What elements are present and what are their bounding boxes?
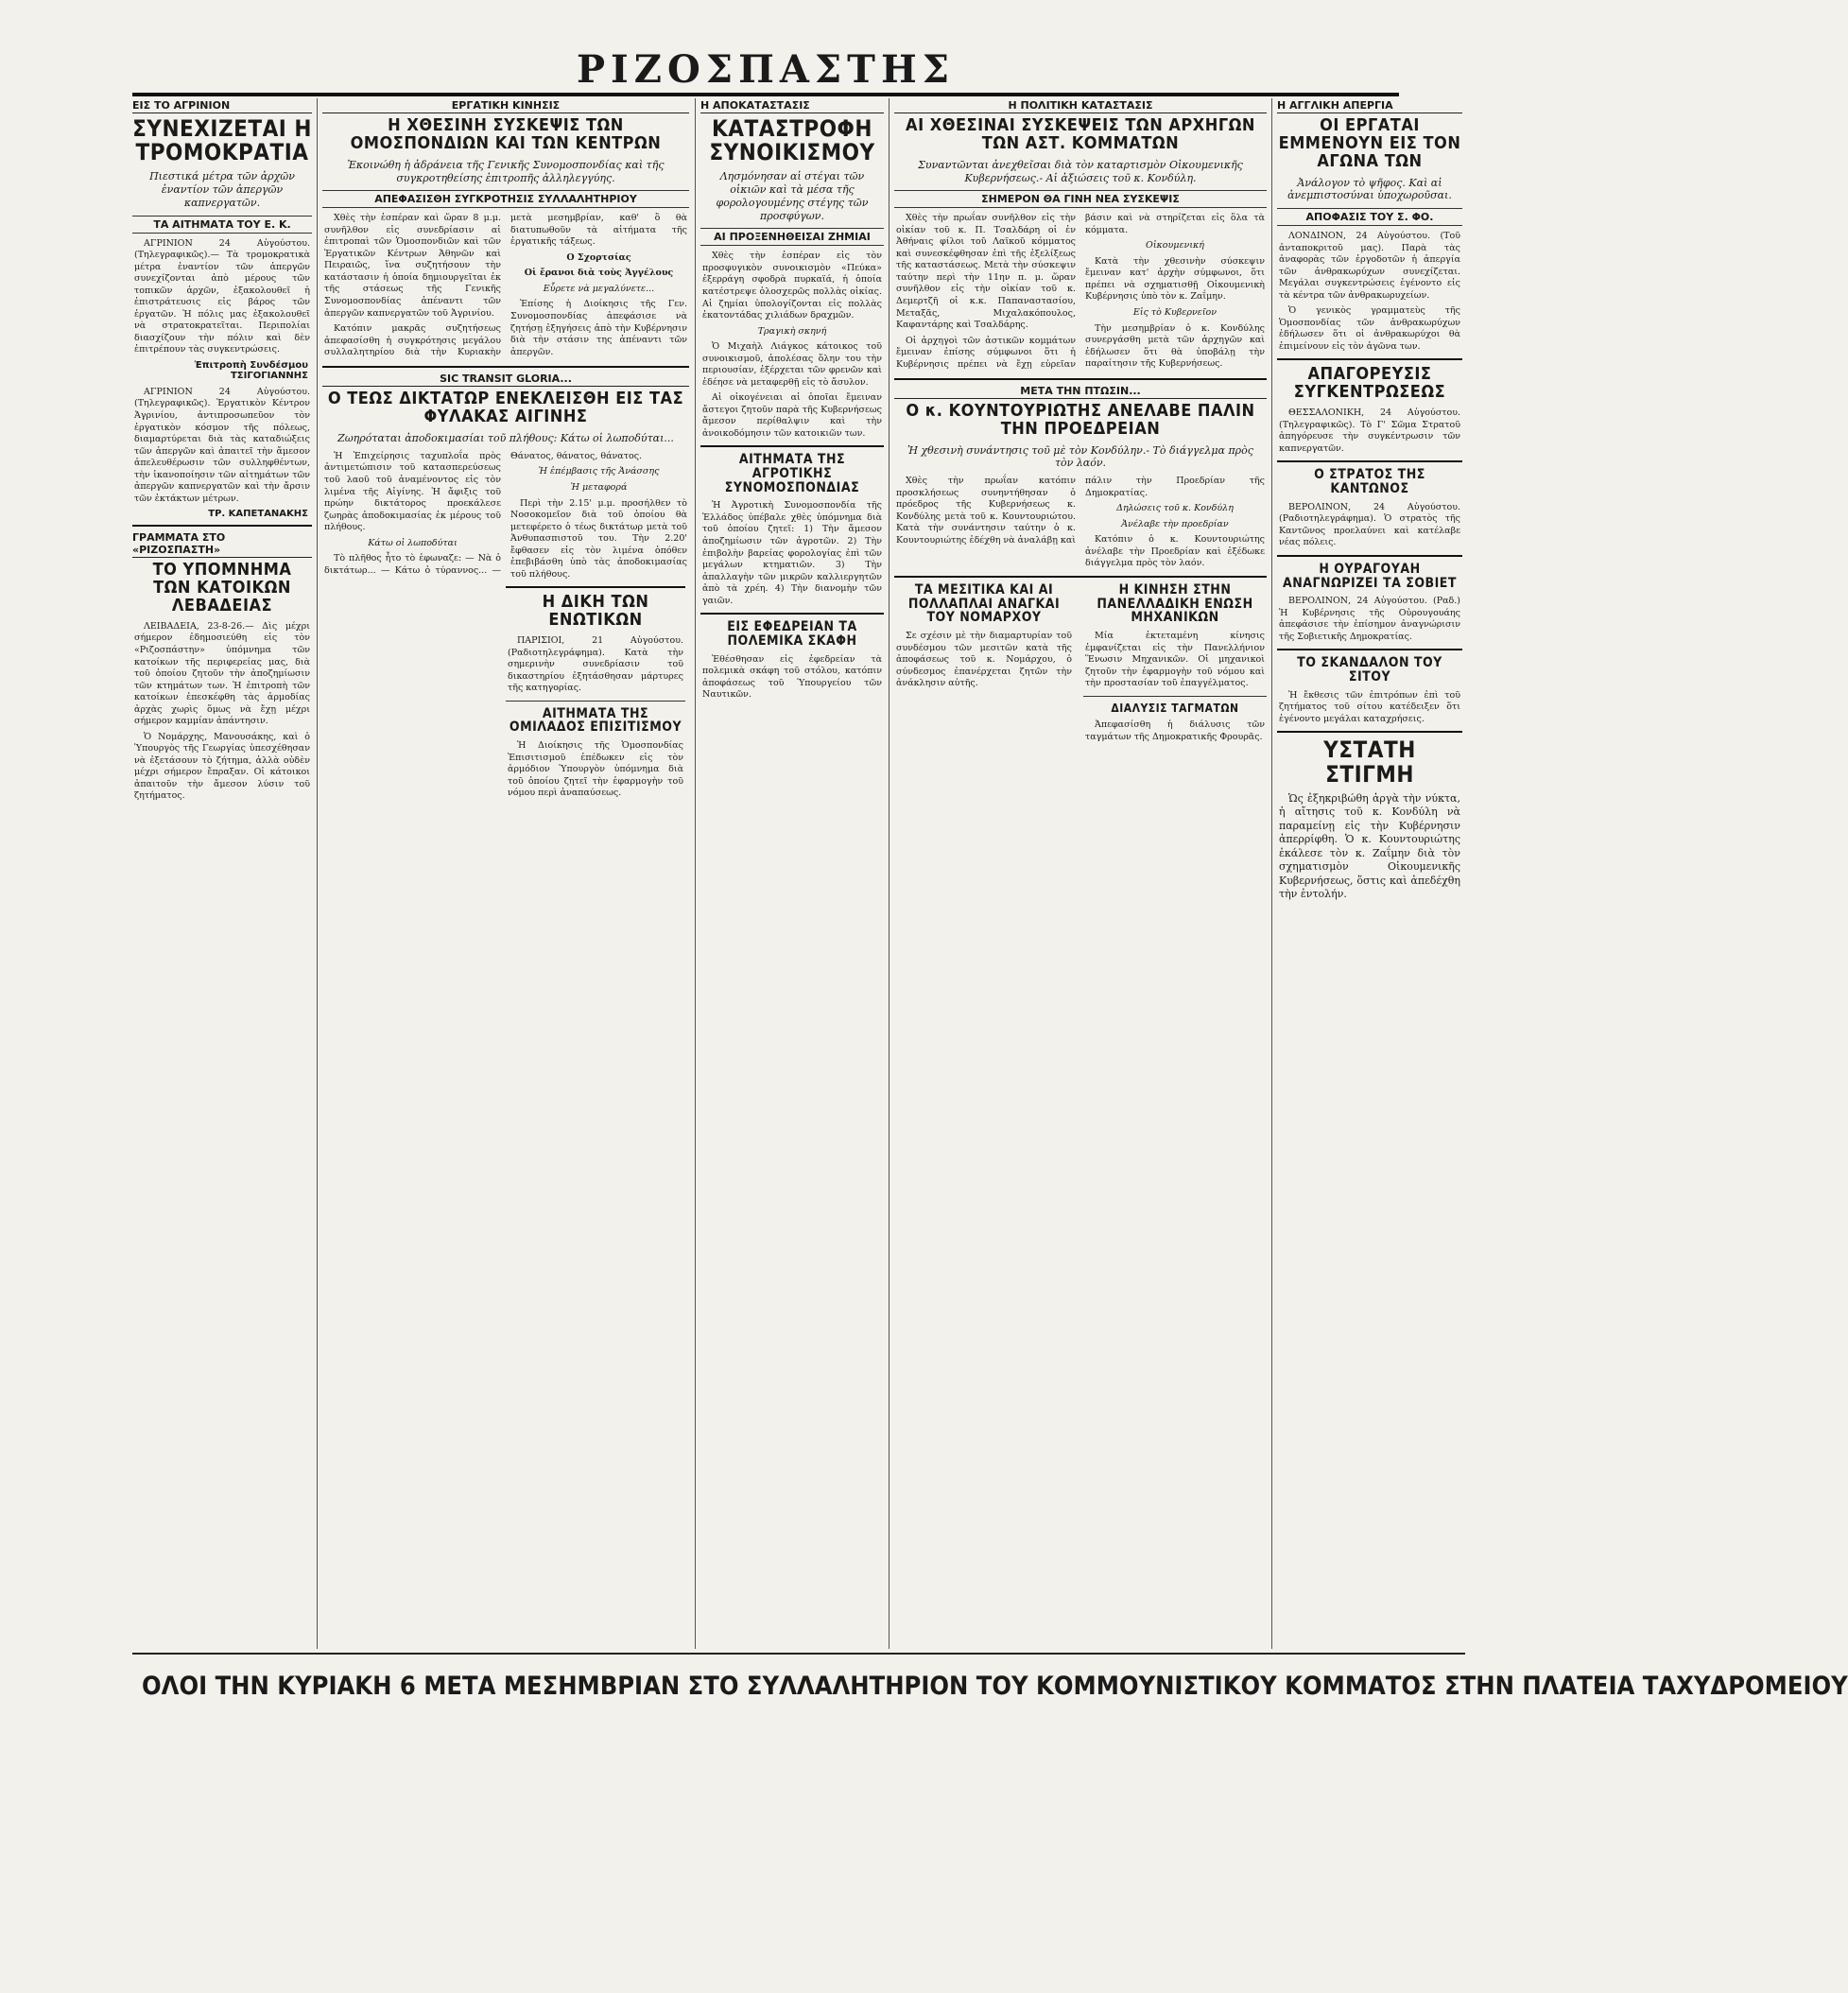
article-deck: Λησμόνησαν αἱ στέγαι τῶν οἰκιῶν καὶ τὰ μέσα τῆς φορολογουμένης στέγης τῶν προσφύγων. (716, 170, 869, 222)
paragraph: Χθὲς τὴν πρωΐαν κατόπιν προσκλήσεως συνηντήθησαν ὁ πρόεδρος τῆς Κυβερνήσεως κ. Κονδύλης μετὰ τοῦ κ. Κουντουριώτου. Κατὰ τὴν συνάντησιν ταύτην ὁ κ. Κουντουριώτης ἐδέχθη νὰ ἀναλάβῃ καὶ πάλιν τὴν Προεδρίαν τῆς Δημοκρατίας. (896, 476, 1265, 546)
canton-section (1277, 460, 1462, 549)
article-headline: Η ΟΥΡΑΓΟΥΑΗ ΑΝΑΓΝΩΡΙΖΕΙ ΤΑ ΣΟΒΙΕΤ (1282, 561, 1458, 591)
inline-subhead: Ἀνέλαβε τὴν προεδρίαν (1121, 518, 1229, 529)
article-headline: Ο ΤΕΩΣ ΔΙΚΤΑΤΩΡ ΕΝΕΚΛΕΙΣΘΗ ΕΙΣ ΤΑΣ ΦΥΛΑΚΑΣ ΑΙΓΙΝΗΣ (327, 389, 684, 427)
article-headline: Η ΚΙΝΗΣΗ ΣΤΗΝ ΠΑΝΕΛΛΑΔΙΚΗ ΕΝΩΣΗ ΜΗΧΑΝΙΚΩΝ (1097, 581, 1253, 626)
article-body (702, 251, 882, 440)
article-body (896, 213, 1265, 373)
signature: ΤΡ. ΚΑΠΕΤΑΝΑΚΗΣ (208, 509, 308, 520)
section-kicker: Η ΑΠΟΚΑΤΑΣΤΑΣΙΣ (700, 98, 884, 113)
masthead-rule (132, 93, 1399, 96)
paragraph: Κατὰ τὴν χθεσινὴν σύσκεψιν ἔμειναν κατ' ἀρχὴν σύμφωνοι, ὅτι πρέπει νὰ σχηματισθῇ Οἰκουμενικὴ Κυβέρνησις ὑπὸ τὸν κ. Ζαΐμην. (1085, 255, 1265, 303)
inline-subhead: Εἰς τὸ Κυβερνεῖον (1132, 307, 1218, 318)
article-subhead: ΑΠΟΦΑΣΙΣ ΤΟΥ Σ. ΦΟ. (1277, 208, 1462, 226)
article-headline: Ο ΣΤΡΑΤΟΣ ΤΗΣ ΚΑΝΤΩΝΟΣ (1314, 467, 1425, 497)
inline-subhead: Οἱ ἔρανοι διὰ τοὺς Ἀγγέλους (524, 268, 674, 279)
article-deck: Ζωηρόταται ἀποδοκιμασίαι τοῦ πλήθους: Κάτω οἱ λωποδύται... (337, 432, 674, 445)
inline-subhead: Δηλώσεις τοῦ κ. Κονδύλη (1116, 503, 1234, 514)
trial-section (506, 586, 685, 799)
article-headline: ΣΥΝΕΧΙΖΕΤΑΙ Η ΤΡΟΜΟΚΡΑΤΙΑ (132, 115, 312, 166)
article-headline: ΤΑ ΜΕΣΙΤΙΚΑ ΚΑΙ ΑΙ ΠΟΛΛΑΠΛΑΙ ΑΝΑΓΚΑΙ ΤΟΥ ΝΟΜΑΡΧΟΥ (907, 581, 1061, 626)
ban-section (1277, 358, 1462, 455)
paragraph: Ἐπίσης ἡ Διοίκησις τῆς Γεν. Συνομοσπονδίας ἀπεφάσισε νὰ ζητήσῃ ἐξηγήσεις ἀπὸ τὴν Κυβέρνησιν διὰ τὴν στάσιν της ἀπέναντι τῶν ἀπεργῶν. (510, 299, 687, 357)
article-headline: Η ΔΙΚΗ ΤΩΝ ΕΝΩΤΙΚΩΝ (542, 592, 649, 631)
section-kicker: Η ΑΓΓΛΙΚΗ ΑΠΕΡΓΙΑ (1277, 98, 1462, 113)
article-headline: ΑΙΤΗΜΑΤΑ ΤΗΣ ΟΜΙΛΑΔΟΣ ΕΠΙΣΙΤΙΣΜΟΥ (509, 705, 682, 736)
article-body (508, 740, 683, 800)
paragraph: Οἱ ἀρχηγοὶ τῶν ἀστικῶν κομμάτων ἔμειναν ἐπίσης σύμφωνοι ὅτι ἡ Κυβέρνησις πρέπει νὰ ἔχῃ εὐρεῖαν βάσιν καὶ νὰ στηρίζεται εἰς ὅλα τὰ κόμματα. (896, 213, 1265, 370)
article-deck: Ἐκοινώθη ἡ ἀδράνεια τῆς Γενικῆς Συνομοσπονδίας καὶ τῆς συγκροτηθείσης ἐπιτροπῆς ἀλληλεγγύης. (347, 158, 665, 184)
article-headline: ΑΠΑΓΟΡΕΥΣΙΣ ΣΥΓΚΕΝΤΡΩΣΕΩΣ (1293, 364, 1446, 403)
navy-section (700, 613, 884, 702)
paragraph: Κατόπιν ὁ κ. Κουντουριώτης ἀνέλαβε τὴν Προεδρίαν καὶ ἐξέδωκε διάγγελμα πρὸς τὸν λαόν. (1085, 534, 1265, 569)
article-headline: ΥΣΤΑΤΗ ΣΤΙΓΜΗ (1323, 737, 1416, 788)
inline-subhead: Εὗρετε νὰ μεγαλύνετε... (543, 283, 655, 294)
article-body (1085, 719, 1265, 743)
paragraph: Ἀπεφασίσθη ἡ διάλυσις τῶν ταγμάτων τῆς Δημοκρατικῆς Φρουρᾶς. (1085, 719, 1265, 742)
agrarian-section (700, 445, 884, 607)
article-subhead: ΣΗΜΕΡΟΝ ΘΑ ΓΙΝΗ ΝΕΑ ΣΥΣΚΕΨΙΣ (894, 190, 1267, 208)
masthead (132, 6, 1399, 96)
lower-section (894, 576, 1267, 747)
article-subhead: ΑΠΕΦΑΣΙΣΘΗ ΣΥΓΚΡΟΤΗΣΙΣ ΣΥΛΛΑΛΗΤΗΡΙΟΥ (322, 190, 689, 208)
section-kicker: ΓΡΑΜΜΑΤΑ ΣΤΟ «ΡΙΖΟΣΠΑΣΤΗ» (132, 530, 312, 558)
paragraph: ΒΕΡΟΛΙΝΟΝ, 24 Αὐγούστου. (Ραδιοτηλεγράφημα). Ὁ στρατὸς τῆς Καντῶνος προελαύνει καὶ κατέλαβε νέας πόλεις. (1279, 501, 1460, 548)
paragraph: Ὁ γενικὸς γραμματεὺς τῆς Ὁμοσπονδίας τῶν ἀνθρακωρύχων ἐδήλωσεν ὅτι οἱ ἀνθρακωρύχοι θὰ ἐπιμείνουν εἰς τὸν ἀγῶνα των. (1279, 305, 1460, 352)
paragraph: Περὶ τὴν 2.15' μ.μ. προσήλθεν τὸ Νοσοκομεῖον διὰ τοῦ ὁποίου θὰ μετεφέρετο ὁ τέως δικτάτωρ μετὰ τοῦ Ἀνθυπασπιστοῦ του. Τὴν 2.20' ἔφθασεν εἰς τὸν λιμένα ὁπόθεν ἐπεβιβάσθη ὑπὸ τὰς ἀποδοκιμασίας τοῦ πλήθους. (510, 497, 687, 580)
article-headline: Ο κ. ΚΟΥΝΤΟΥΡΙΩΤΗΣ ΑΝΕΛΑΒΕ ΠΑΛΙΝ ΤΗΝ ΠΡΟΕΔΡΕΙΑΝ (906, 400, 1255, 439)
signature: Ἐπιτροπὴ Συνδέσμου ΤΣΙΓΟΓΙΑΝΝΗΣ (194, 359, 308, 381)
paragraph: ΠΑΡΙΣΙΟΙ, 21 Αὐγούστου. (Ραδιοτηλεγράφημα). Κατὰ τὴν σημερινὴν συνεδρίασιν τοῦ δικαστηρίου ἐξητάσθησαν μάρτυρες τῆς κατηγορίας. (508, 635, 683, 694)
section-kicker: ΕΡΓΑΤΙΚΗ ΚΙΝΗΣΙΣ (322, 98, 689, 113)
paragraph: Κατόπιν μακρᾶς συζητήσεως ἀπεφασίσθη ἡ συγκρότησις μεγάλου συλλαλητηρίου διὰ τὴν Κυριακὴν μετὰ μεσημβρίαν, καθ' ὃ θὰ διατυπωθοῦν τὰ αἰτήματα τῆς ἐργατικῆς τάξεως. (324, 213, 687, 358)
last-minute-section (1277, 731, 1462, 902)
president-section (894, 378, 1267, 570)
paragraph: Ὁ Νομάρχης, Μανουσάκης, καὶ ὁ Ὑπουργὸς τῆς Γεωργίας ὑπεσχέθησαν νὰ ἐξετάσουν τὸ ζήτημα, ἀλλὰ οὐδὲν μέχρι σήμερον ἔπραξαν. Οἱ κάτοικοι ἀπαιτοῦν τὴν ἄμεσον λύσιν τοῦ ζητήματος. (134, 731, 310, 802)
paragraph: Ἡ ἔκθεσις τῶν ἐπιτρόπων ἐπὶ τοῦ ζητήματος τοῦ σίτου κατέδειξεν ὅτι ἐγένοντο μεγάλαι καταχρήσεις. (1279, 689, 1460, 724)
paragraph: ΑΓΡΙΝΙΟΝ 24 Αὐγούστου. (Τηλεγραφικῶς). Ἐργατικὸν Κέντρον Ἀγρινίου, ἀντιπροσωπεῦον τὸν ἐργατικὸν κόσμον τῆς πόλεως, διαμαρτύρεται διὰ τὰς καταδιώξεις τῶν ἀπεργῶν καὶ ἀπαιτεῖ τὴν ἄμεσον ἀπελευθέρωσιν τῶν συλληφθέντων, τὴν ἱκανοποίησιν τῶν αἰτημάτων τῶν ἀπεργῶν καπνεργατῶν καὶ τὴν ἄρσιν τῶν ἐκτάκτων μέτρων. (134, 386, 310, 504)
inline-subhead: Ἡ μεταφορά (570, 481, 628, 493)
article-body (896, 631, 1072, 690)
paragraph: Μία ἐκτεταμένη κίνησις ἐμφανίζεται εἰς τὴν Πανελλήνιον Ἕνωσιν Μηχανικῶν. Οἱ μηχανικοὶ ζητοῦν τὴν ἐφαρμογὴν τοῦ νόμου καὶ τὴν προστασίαν τοῦ ἐπαγγέλματος. (1085, 630, 1265, 689)
paragraph: Ἡ Ἀγροτικὴ Συνομοσπονδία τῆς Ἑλλάδος ὑπέβαλε χθὲς ὑπόμνημα διὰ τοῦ ὁποίου ζητεῖ: 1) Τὴν ἄμεσον ἀποζημίωσιν τῶν ἀγροτῶν. 2) Τὴν ἐπιβολὴν βαρείας φορολογίας ἐπὶ τῶν μεγάλων κτηματιῶν. 3) Τὴν ἀπαλλαγὴν τῶν μικρῶν καλλιεργητῶν ἀπὸ τὰ χρέη. 4) Τὴν διανομὴν τῶν γαιῶν. (702, 500, 882, 606)
article-deck: Ἡ χθεσινὴ συνάντησις τοῦ μὲ τὸν Κονδύλην.- Τὸ διάγγελμα πρὸς τὸν λαόν. (907, 443, 1253, 470)
article-headline: Η ΧΘΕΣΙΝΗ ΣΥΣΚΕΨΙΣ ΤΩΝ ΟΜΟΣΠΟΝΔΙΩΝ ΚΑΙ ΤΩΝ ΚΕΝΤΡΩΝ (350, 115, 662, 153)
newspaper-title: ΡΙΖΟΣΠΑΣΤΗΣ (576, 47, 956, 92)
rally-banner: ΟΛΟΙ ΤΗΝ ΚΥΡΙΑΚΗ 6 ΜΕΤΑ ΜΕΣΗΜΒΡΙΑΝ ΣΤΟ ΣΥΛΛΑΛΗΤΗΡΙΟΝ ΤΟΥ ΚΟΜΜΟΥΝΙΣΤΙΚΟΥ ΚΟΜΜΑΤΟΣ ΣΤΗΝ ΠΛΑΤΕΙΑ ΤΑΧΥΔΡΟΜΕΙΟΥ (142, 1672, 1848, 1701)
column-settlement (700, 98, 884, 1649)
paragraph: Τὸ πλῆθος ἦτο τὸ ἐφωναζε: — Νὰ ὁ δικτάτωρ... — Κάτω ὁ τύραννος... — Θάνατος, θάνατος, θάνατος. (324, 450, 643, 576)
article-subhead: ΑΙ ΠΡΟΞΕΝΗΘΕΙΣΑΙ ΖΗΜΙΑΙ (700, 228, 884, 246)
article-body (1279, 502, 1460, 549)
inline-subhead: Οἰκουμενική (1146, 240, 1204, 251)
paragraph: ΑΓΡΙΝΙΟΝ 24 Αὐγούστου. (Τηλεγραφικῶς).— Τὰ τρομοκρατικὰ μέτρα ἐναντίον τῶν ἀπεργῶν συνεχίζονται ἀπὸ μέρους τῶν τοπικῶν ἀρχῶν, ἐξακολουθεῖ ἡ ἐπιστράτευσις εἰς βάρος τῶν ἐργατῶν. Ἡ πόλις μας ἐξακολουθεῖ νὰ στρατοκρατεῖται. Περιπολίαι διασχίζουν τὴν πόλιν καὶ δὲν ἐπιτρέπουν τὰς συγκεντρώσεις. (134, 237, 310, 355)
article-subhead: ΤΑ ΑΙΤΗΜΑΤΑ ΤΟΥ Ε. Κ. (132, 216, 312, 234)
article-headline: ΑΙ ΧΘΕΣΙΝΑΙ ΣΥΣΚΕΨΕΙΣ ΤΩΝ ΑΡΧΗΓΩΝ ΤΩΝ ΑΣΤ. ΚΟΜΜΑΤΩΝ (906, 115, 1255, 153)
article-body (702, 654, 882, 702)
paragraph: Σε σχέσιν μὲ τὴν διαμαρτυρίαν τοῦ συνδέσμου τῶν μεσιτῶν κατὰ τῆς ἀποφάσεως τοῦ κ. Νομάρχου, ὁ σύνδεσμος ἐπανέρχεται ζητῶν τὴν ἀνάκλησιν αὐτῆς. (896, 630, 1072, 689)
article-body (324, 213, 687, 360)
paragraph: Ὁ Μιχαὴλ Λιάγκος κάτοικος τοῦ συνοικισμοῦ, ἀπολέσας ὅλην του τὴν περιουσίαν, ἐξέρχεται τῶν φρενῶν καὶ ἐδέησε νὰ μεταφερθῇ εἰς τὸ ἄσυλον. (702, 341, 882, 388)
paragraph: Αἱ οἰκογένειαι αἱ ὁποῖαι ἔμειναν ἄστεγοι ζητοῦν παρὰ τῆς Κυβερνήσεως ἄμεσον περίθαλψιν καὶ τὴν ἀνοικοδόμησιν τῶν κατοικιῶν των. (702, 392, 882, 439)
inline-subhead: Τραγικὴ σκηνή (757, 325, 827, 337)
article-headline: ΟΙ ΕΡΓΑΤΑΙ ΕΜΜΕΝΟΥΝ ΕΙΣ ΤΟΝ ΑΓΩΝΑ ΤΩΝ (1278, 115, 1461, 171)
article-body (1279, 596, 1460, 643)
column-politics (894, 98, 1267, 1649)
paragraph: Ὡς ἐξηκριβώθη ἀργὰ τὴν νύκτα, ἡ αἴτησις τοῦ κ. Κονδύλη νὰ παραμείνῃ εἰς τὴν Κυβέρνησιν ἀπερρίφθη. Ὁ κ. Κουντουριώτης ἐκάλεσε τὸν κ. Ζαΐμην διὰ τὸν σχηματισμὸν Οἰκουμενικῆς Κυβερνήσεως, ὅστις καὶ ἀπεδέχθη τὴν ἐντολήν. (1279, 791, 1460, 901)
article-body (134, 621, 310, 803)
divider (1083, 696, 1267, 697)
column-divider (317, 98, 318, 1649)
article-body (134, 238, 310, 356)
article-headline: ΔΙΑΛΥΣΙΣ ΤΑΓΜΑΤΩΝ (1111, 701, 1239, 715)
article-deck: Ἀνάλογον τὸ ψῆφος. Καὶ αἱ ἀνεμπιστοσύναι ὑποχωροῦσαι. (1287, 176, 1452, 202)
article-body (508, 635, 683, 695)
paragraph: Χθὲς τὴν ἑσπέραν καὶ ὥραν 8 μ.μ. συνῆλθον εἰς συνεδρίασιν αἱ ἐπιτροπαὶ τῶν Ὁμοσπονδιῶν καὶ τῶν Ἐργατικῶν Κέντρων Ἀθηνῶν καὶ Πειραιῶς, ἵνα συζητήσουν τὴν κατάστασιν ἡ ὁποία δημιουργεῖται ἐκ τῆς στάσεως τῆς Γενικῆς Συνομοσπονδίας ἀπέναντι τῶν ἀπεργῶν καπνεργατῶν τοῦ Ἀγρινίου. (324, 213, 501, 319)
letters-section (132, 525, 312, 803)
paragraph: Τὴν μεσημβρίαν ὁ κ. Κονδύλης συνεργάσθη μετὰ τῶν ἀρχηγῶν καὶ ἐδήλωσεν ὅτι θὰ ὑποβάλῃ τὴν παραίτησιν τῆς Κυβερνήσεως. (1085, 322, 1265, 370)
article-deck: Πιεστικά μέτρα τῶν ἀρχῶν ἐναντίον τῶν ἀπεργῶν καπνεργατῶν. (149, 170, 295, 209)
section-kicker: SIC TRANSIT GLORIA... (322, 372, 689, 387)
paragraph: ΛΕΙΒΑΔΕΙΑ, 23-8-26.— Δὶς μέχρι σήμερον ἐδημοσιεύθη εἰς τὸν «Ριζοσπάστην» ὑπόμνημα τῶν κατοίκων τῆς περιφερείας μας, διὰ τοῦ ὁποίου ζητοῦν τὴν ἀποζημίωσιν τῶν κτημάτων των. Ἡ ἐπιτροπὴ τῶν κατοίκων ἐπεσκέφθη τὰς ἀρμοδίας ἀρχὰς χωρὶς ὅμως νὰ ἔχῃ μέχρι σήμερον καμμίαν ἀπάντησιν. (134, 620, 310, 727)
article-body (134, 387, 310, 505)
engineers-article (1083, 581, 1267, 747)
uruguay-section (1277, 555, 1462, 644)
column-foreign (1277, 98, 1462, 1649)
paragraph: Ἡ Διοίκησις τῆς Ὁμοσπονδίας Ἐπισιτισμοῦ ἐπέδωκεν εἰς τὸν ἁρμόδιον Ὑπουργὸν ὑπόμνημα διὰ τοῦ ὁποίου ζητεῖ τὴν ἐφαρμογὴν τοῦ νόμου περὶ ἀναπαύσεως. (508, 740, 683, 799)
article-body (1279, 231, 1460, 353)
brokers-article (894, 581, 1074, 747)
section-kicker: ΜΕΤΑ ΤΗΝ ΠΤΩΣΙΝ... (894, 384, 1267, 399)
column-divider (1271, 98, 1272, 1649)
inline-subhead: Ἡ ἐπέμβασις τῆς Ἀνάσσης (538, 466, 660, 477)
paragraph: Χθὲς τὴν πρωΐαν συνῆλθον εἰς τὴν οἰκίαν τοῦ κ. Π. Τσαλδάρη οἱ ἐν Ἀθήναις φίλοι τοῦ Λαϊκοῦ κόμματος καὶ συνεσκέφθησαν ἐπὶ τῆς ἐξελίξεως τῆς καταστάσεως. Μετὰ τὴν σύσκεψιν ταύτην περὶ τὴν 11ην π. μ. ὥραν συνῆλθον εἰς τὴν οἰκίαν τοῦ κ. Δεμερτζῆ οἱ κ.κ. Παπαναστασίου, Μεταξᾶς, Μιχαλακόπουλος, Καφαντάρης καὶ Τσαλδάρης. (896, 213, 1076, 331)
article-body (896, 476, 1265, 570)
column-labor (322, 98, 689, 1649)
article-body (324, 451, 687, 581)
article-headline: ΕΙΣ ΕΦΕΔΡΕΙΑΝ ΤΑ ΠΟΛΕΜΙΚΑ ΣΚΑΦΗ (727, 619, 857, 649)
section-kicker: Η ΠΟΛΙΤΙΚΗ ΚΑΤΑΣΤΑΣΙΣ (894, 98, 1267, 113)
article-body (702, 500, 882, 607)
column-agrinion (132, 98, 312, 1649)
wheat-section (1277, 649, 1462, 725)
column-divider (695, 98, 696, 1649)
article-body (1085, 631, 1265, 690)
article-deck: Συναντῶνται ἀνεχθεῖσαι διὰ τὸν καταρτισμὸν Οἰκουμενικῆς Κυβερνήσεως.- Αἱ ἀξιώσεις τοῦ κ. Κονδύλη. (918, 158, 1243, 184)
paragraph: ΘΕΣΣΑΛΟΝΙΚΗ, 24 Αὐγούστου. (Τηλεγραφικῶς). Τὸ Γ' Σῶμα Στρατοῦ ἀπηγόρευσε τὴν συγκέντρωσιν τῶν καπνεργατῶν. (1279, 407, 1460, 454)
bottom-rule (132, 1653, 1465, 1655)
section-kicker: ΕΙΣ ΤΟ ΑΓΡΙΝΙΟΝ (132, 98, 312, 113)
article-body (1279, 407, 1460, 455)
paragraph: Ἡ Ἐπιχείρησις ταχυπλοΐα πρὸς ἀντιμετώπισιν τοῦ κατασπερεύσεως τοῦ λαοῦ τοῦ ἀναμένοντος εἰς τὸν λιμένα τῆς Αἰγίνης. Ἡ ἄφιξις τοῦ πρώην δικτάτορος προεκάλεσε ζωηρὰς ἀποδοκιμασίας ἐκ μέρους τοῦ πλήθους. (324, 450, 501, 533)
paragraph: Χθὲς τὴν ἑσπέραν εἰς τὸν προσφυγικὸν συνοικισμὸν «Πεύκα» ἐξερράγη σφοδρὰ πυρκαϊά, ἡ ὁποία κατέστρεψε ὁλοσχερῶς πολλὰς οἰκίας. Αἱ ζημίαι ὑπολογίζονται εἰς πολλὰς ἑκατοντάδας χιλιάδων δραχμῶν. (702, 251, 882, 321)
inline-subhead: Κάτω οἱ λωποδύται (368, 537, 458, 548)
paragraph: ΒΕΡΟΛΙΝΟΝ, 24 Αὐγούστου. (Ραδ.) Ἡ Κυβέρνησις τῆς Οὐρουγουάης ἀπεφάσισε τὴν ἐπίσημον ἀναγνώρισιν τῆς Σοβιετικῆς Δημοκρατίας. (1279, 596, 1460, 642)
inline-subhead: Ο Σχορτσίας (566, 251, 631, 263)
article-body (1279, 792, 1460, 902)
paragraph: Ἐθέσθησαν εἰς ἐφεδρείαν τὰ πολεμικὰ σκάφη τοῦ στόλου, κατόπιν ἀποφάσεως τοῦ Ὑπουργείου τῶν Ναυτικῶν. (702, 653, 882, 701)
article-headline: ΑΙΤΗΜΑΤΑ ΤΗΣ ΑΓΡΟΤΙΚΗΣ ΣΥΝΟΜΟΣΠΟΝΔΙΑΣ (724, 452, 860, 495)
dictator-section (322, 366, 689, 581)
article-headline: ΚΑΤΑΣΤΡΟΦΗ ΣΥΝΟΙΚΙΣΜΟΥ (709, 115, 875, 166)
article-headline: ΤΟ ΥΠΟΜΝΗΜΑ ΤΩΝ ΚΑΤΟΙΚΩΝ ΛΕΒΑΔΕΙΑΣ (152, 560, 292, 616)
paragraph: ΛΟΝΔΙΝΟΝ, 24 Αὐγούστου. (Τοῦ ἀνταποκριτοῦ μας). Παρὰ τὰς ἀναφορὰς τῶν ἐργοδοτῶν ἡ ἀπεργία τῶν ἀνθρακωρύχων συνεχίζεται. Μεγάλαι συγκεντρώσεις ἐγένοντο εἰς τὰ κέντρα τῶν ἀνθρακωρυχείων. (1279, 231, 1460, 301)
article-headline: ΤΟ ΣΚΑΝΔΑΛΟΝ ΤΟΥ ΣΙΤΟΥ (1297, 655, 1442, 685)
article-body (1279, 690, 1460, 726)
divider (506, 701, 685, 702)
